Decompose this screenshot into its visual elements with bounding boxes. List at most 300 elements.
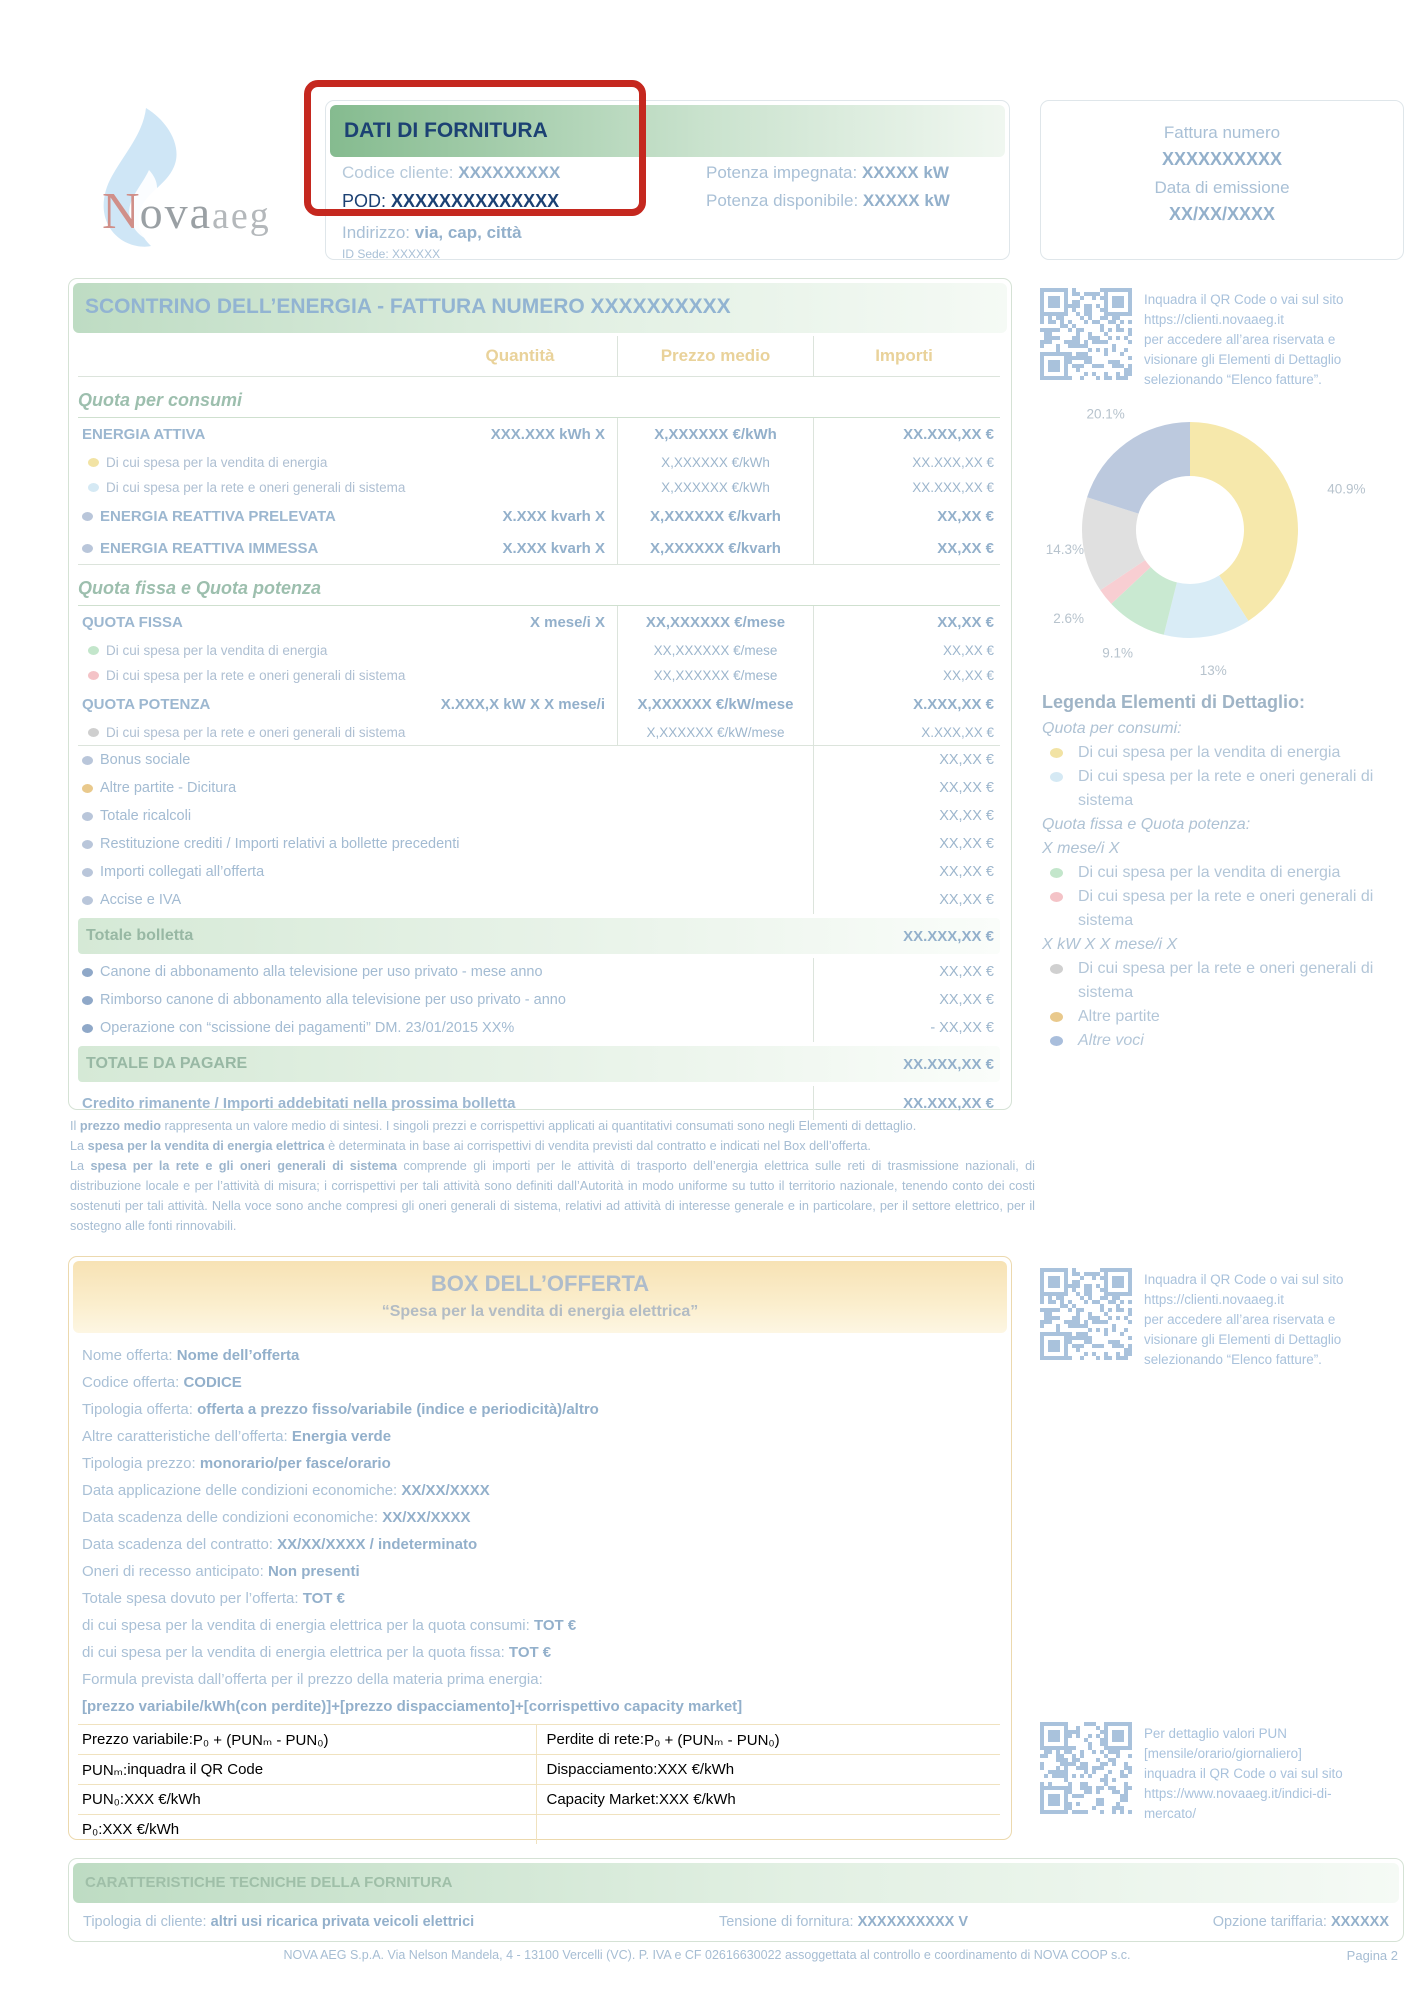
legend-entry [1042,885,1404,933]
qr-note-line: inquadra il QR Code o vai sul sito [1144,1766,1343,1782]
row-label [78,958,813,986]
qr-note-line: per accedere all’area riservata e [1144,332,1336,348]
row-label-text: QUOTA POTENZA [82,695,211,713]
potenza-impegnata-label: Potenza impegnata: [706,163,858,182]
offer-line-value: monorario/per fasce/orario [199,1455,391,1472]
id-sede-label: ID Sede: [342,247,389,261]
row-label-text: Altre partite - Dicitura [100,780,237,796]
table-row [78,802,1000,830]
row-amount: XX.XXX,XX € [813,450,1000,475]
offer-line [82,1450,996,1477]
row-label-text: Operazione con “scissione dei pagamenti” DM. 23/01/2015 XX% [100,1020,515,1036]
qr-note-line: Per dettaglio valori PUN [1144,1726,1287,1741]
potenza-disponibile-field [706,191,950,211]
table-row [78,663,1000,688]
legend-dot-icon [1050,748,1063,758]
row-amount: X.XXX,XX € [813,720,1000,745]
total-label: Totale bolletta [86,927,194,944]
row-amount: XX,XX € [813,746,1000,774]
row-amount: XX,XX € [813,986,1000,1014]
formula-row [78,1784,1000,1814]
offer-details-list [82,1342,996,1720]
scontrino-title: SCONTRINO DELL’ENERGIA - FATTURA NUMERO XXXXXXXXXX [85,295,731,318]
row-quantity [435,720,617,745]
offer-line-value: offerta a prezzo fisso/variabile (indice e periodicità)/altro [197,1401,599,1418]
legend-entry [1042,1029,1404,1053]
offer-line-label: Codice offerta: [82,1374,184,1391]
bullet-icon [88,728,99,737]
formula-cell [78,1815,536,1844]
legend-dot-icon [1050,772,1063,782]
row-price: XX,XXXXXX €/mese [617,638,813,663]
table-row [78,688,1000,720]
offer-line-value: XX/XX/XXXX / indeterminato [277,1536,478,1553]
table-row [78,500,1000,532]
row-price: X,XXXXXX €/kWh [617,418,813,450]
row-label-text: Accise e IVA [100,892,182,908]
data-emissione-value: XX/XX/XXXX [1168,204,1276,224]
qr-code-icon [1040,288,1132,380]
codice-cliente-label: Codice cliente: [342,163,454,182]
bullet-icon [82,968,93,977]
row-price: X,XXXXXX €/kvarh [617,500,813,532]
offer-line-value: Nome dell’offerta [176,1347,300,1364]
table-row [78,418,1000,450]
offer-line-label: Tipologia prezzo: [82,1455,200,1472]
row-quantity: X.XXX kvarh X [502,539,605,557]
bullet-icon [88,646,99,655]
table-row [78,475,1000,500]
formula-cell [536,1785,1001,1814]
formula-row [78,1754,1000,1784]
offer-line [82,1423,996,1450]
row-label [78,606,435,638]
logo-wordmark [102,182,271,241]
potenza-impegnata-field [706,163,949,183]
formula-value: XXX €/kWh [102,1821,180,1838]
qr-note-bottom [1144,1722,1343,1825]
row-amount: XX.XXX,XX € [813,1086,1000,1120]
field-label: Opzione tariffaria: [1212,1914,1331,1930]
offer-line [82,1342,996,1369]
codice-cliente-value: XXXXXXXXX [458,163,561,182]
logo-letter-n: N [102,183,140,240]
row-price: X,XXXXXX €/kWh [617,450,813,475]
table-row [78,958,1000,986]
row-quantity [435,475,617,500]
row-label-text: Bonus sociale [100,752,191,768]
indirizzo-value: via, cap, città [414,223,522,242]
legend-entry [1042,957,1404,1005]
id-sede-value: XXXXXX [392,247,441,261]
table-row [78,774,1000,802]
qr-note-line: selezionando “Elenco fatture”. [1144,1352,1322,1368]
column-header-quantita: Quantità [485,346,555,365]
row-quantity: X mese/i X [529,613,605,631]
row-label [78,450,435,475]
row-price: XX,XXXXXX €/mese [617,663,813,688]
row-label [78,500,435,532]
offer-line-value: XX/XX/XXXX [401,1482,490,1499]
legend-dot-icon [1050,892,1063,902]
page-number: Pagina 2 [1346,1948,1398,1963]
table-row [78,606,1000,638]
field-value: XXXXXXXXXX V [857,1914,968,1930]
offer-line-value: TOT € [508,1644,552,1661]
column-header-spacer [78,336,435,376]
formula-value: XXX €/kWh [657,1761,735,1778]
scontrino-header [73,283,1007,333]
legend-dot-icon [1050,1036,1063,1046]
row-label [78,1014,813,1042]
qr-note-line: https://www.novaaeg.it/indici-di- [1144,1786,1332,1802]
footnote-paragraph: Il prezzo medio rappresenta un valore medio di sintesi. I singoli prezzi e corrispettivi applicati ai quantitativi consumati sono negli Elementi di dettaglio. [70,1119,917,1133]
offer-line-label: Tipologia offerta: [82,1401,198,1418]
legend-entry-text: Altre partite [1078,1008,1160,1025]
formula-label: PUN₀: [82,1791,125,1808]
bullet-icon [88,458,99,467]
row-label [78,774,813,802]
qr-note-line: [mensile/orario/giornaliero] [1144,1746,1302,1762]
field-value: XXXXXX [1330,1914,1389,1930]
scontrino-column-headers [78,336,1000,377]
row-quantity [435,450,617,475]
row-label-text: Di cui spesa per la vendita di energia [106,643,328,658]
row-label [78,663,435,688]
offer-line [82,1477,996,1504]
donut-label: 13% [1199,663,1227,679]
bullet-icon [88,483,99,492]
offer-line-label: di cui spesa per la vendita di energia elettrica per la quota consumi: [82,1617,534,1634]
qr-note-line: Inquadra il QR Code o vai sul sito [1144,292,1344,307]
total-row [78,918,1000,954]
logo-text-ova: ova [139,187,212,238]
row-quantity: X.XXX kvarh X [502,507,605,525]
row-label-text: Totale ricalcoli [100,808,192,824]
indirizzo-label: Indirizzo: [342,223,411,242]
bullet-icon [82,784,93,793]
offer-line-value: TOT € [302,1590,345,1607]
offer-formula-table [78,1724,1000,1844]
legend-dot-icon [1050,868,1063,878]
row-label [78,858,813,886]
donut-label: 2.6% [1053,611,1084,627]
formula-cell [78,1725,536,1754]
table-row [78,532,1000,565]
offer-line [82,1369,996,1396]
row-label-text: Restituzione crediti / Importi relativi a bollette precedenti [100,836,460,852]
legend-list [1042,717,1404,1053]
row-amount: XX,XX € [813,774,1000,802]
bullet-icon [82,840,93,849]
formula-label: Perdite di rete: [546,1731,645,1748]
caratteristiche-fields [83,1907,1389,1937]
row-label [78,475,435,500]
row-amount: XX,XX € [813,802,1000,830]
row-label [78,720,435,745]
pod-value: XXXXXXXXXXXXXX [391,191,560,211]
formula-cell [536,1815,1001,1844]
qr-note-top [1144,288,1343,391]
formula-cell [78,1785,536,1814]
row-price: XX,XXXXXX €/mese [617,606,813,638]
formula-label: PUNₘ: [82,1761,128,1779]
row-label [78,886,813,914]
qr-block-middle [1040,1268,1406,1371]
offer-line-label: Formula prevista dall’offerta per il prezzo della materia prima energia: [82,1671,543,1688]
row-amount: XX,XX € [813,858,1000,886]
total-label: TOTALE DA PAGARE [86,1055,248,1072]
formula-value: XXX €/kWh [124,1791,201,1808]
offer-line [82,1693,996,1720]
row-label-text: Di cui spesa per la vendita di energia [106,455,328,470]
offer-line-value: Non presenti [267,1563,360,1580]
row-amount: X.XXX,XX € [813,688,1000,720]
row-label [78,688,435,720]
caratteristiche-field [83,1907,474,1937]
table-row [78,746,1000,774]
offer-line [82,1504,996,1531]
offer-line [82,1585,996,1612]
offer-line-label: di cui spesa per la vendita di energia elettrica per la quota fissa: [82,1644,509,1661]
logo-text-aeg: aeg [211,195,271,237]
pod-label: POD: [342,191,387,211]
row-amount: XX.XXX,XX € [813,418,1000,450]
offer-line-value: XX/XX/XXXX [382,1509,471,1526]
row-label [78,418,435,450]
legend-entry-text: Quota fissa e Quota potenza: [1042,816,1251,833]
company-logo [86,104,336,249]
table-row [78,450,1000,475]
formula-row [78,1814,1000,1844]
scontrino-table [78,336,1000,1120]
offer-line-label: Data scadenza delle condizioni economiche: [82,1509,383,1526]
indirizzo-field [342,223,522,243]
legend-group-label [1042,837,1404,861]
offer-title: BOX DELL’OFFERTA [430,1271,650,1296]
fattura-box [1040,100,1404,260]
table-row [78,986,1000,1014]
potenza-disponibile-label: Potenza disponibile: [706,191,859,210]
legend-heading: Legenda Elementi di Dettaglio: [1042,692,1306,712]
donut-label: 40.9% [1327,481,1366,497]
table-row [78,886,1000,914]
legend-entry [1042,1005,1404,1029]
id-sede-field [342,247,440,261]
bullet-icon [88,671,99,680]
table-row [78,1086,1000,1120]
offer-line [82,1612,996,1639]
legend-dot-icon [1050,1012,1063,1022]
formula-value: P₀ + (PUNₘ - PUN₀) [192,1731,329,1749]
legend-group-label [1042,813,1404,837]
row-amount: XX,XX € [813,663,1000,688]
row-amount: XX,XX € [813,532,1000,564]
pod-highlight-box [304,80,646,216]
row-label-text: ENERGIA REATTIVA PRELEVATA [100,507,336,525]
legend-entry-text: X kW X X mese/i X [1042,936,1178,953]
row-label-text: Di cui spesa per la rete e oneri generali di sistema [106,668,406,683]
legend-entry [1042,741,1404,765]
legend-entry-text: Di cui spesa per la rete e oneri generali di sistema [1078,960,1374,1001]
qr-note-line: visionare gli Elementi di Dettaglio [1144,1332,1342,1348]
legend-entry-text: Di cui spesa per la rete e oneri generali di sistema [1078,768,1374,809]
bullet-icon [82,544,93,553]
formula-cell [536,1725,1001,1754]
row-quantity: X.XXX,X kW X X mese/i [440,695,605,713]
section-title-row [78,377,1000,418]
row-label [78,1086,813,1120]
prezzo-medio-footnote [70,1116,1035,1236]
row-label-text: ENERGIA ATTIVA [82,425,206,443]
qr-note-middle [1144,1268,1343,1371]
bullet-icon [82,996,93,1005]
offer-line-label: Altre caratteristiche dell’offerta: [82,1428,292,1445]
offer-line-label: Nome offerta: [82,1347,177,1364]
formula-value: XXX €/kWh [659,1791,736,1808]
row-quantity [435,663,617,688]
section-title: Quota fissa e Quota potenza [78,578,322,598]
legend-entry-text: Di cui spesa per la vendita di energia [1078,744,1341,761]
legend-group-label [1042,717,1404,741]
offer-line-value: CODICE [183,1374,242,1391]
row-label [78,746,813,774]
qr-note-line: https://clienti.novaaeg.it [1144,312,1284,328]
qr-note-line: Inquadra il QR Code o vai sul sito [1144,1272,1344,1287]
spese-donut-chart [1040,390,1406,686]
total-amount: XX.XXX,XX € [903,927,994,945]
offer-line-label: Totale spesa dovuto per l’offerta: [82,1590,303,1607]
table-row [78,720,1000,746]
formula-value: inquadra il QR Code [127,1761,264,1778]
offer-line-label: Data applicazione delle condizioni economiche: [82,1482,402,1499]
offer-line-value: TOT € [533,1617,577,1634]
potenza-impegnata-value: XXXXX kW [861,163,949,182]
caratteristiche-box [68,1858,1404,1942]
row-label [78,830,813,858]
potenza-disponibile-value: XXXXX kW [862,191,950,210]
bullet-icon [82,512,93,521]
offer-line-label: Data scadenza del contratto: [82,1536,278,1553]
fattura-numero-value: XXXXXXXXXX [1161,149,1283,169]
dati-di-fornitura-title: DATI DI FORNITURA [344,119,548,142]
bullet-icon [82,868,93,877]
caratteristiche-title: CARATTERISTICHE TECNICHE DELLA FORNITURA [85,1874,453,1891]
formula-label: Dispacciamento: [546,1761,658,1778]
bullet-icon [82,812,93,821]
row-amount: XX,XX € [813,958,1000,986]
row-label [78,532,435,564]
row-price: X,XXXXXX €/kWh [617,475,813,500]
row-label-text: Canone di abbonamento alla televisione per uso privato - mese anno [100,964,543,980]
qr-note-line: https://clienti.novaaeg.it [1144,1292,1284,1308]
formula-label: P₀: [82,1821,103,1838]
section-title-row [78,565,1000,606]
column-header-importi: Importi [813,336,1000,376]
qr-note-line: selezionando “Elenco fatture”. [1144,372,1322,388]
formula-cell [78,1755,536,1784]
row-label-text: ENERGIA REATTIVA IMMESSA [100,539,319,557]
table-row [78,1014,1000,1042]
data-emissione-label: Data di emissione [1154,178,1290,197]
row-amount: XX,XX € [813,606,1000,638]
offer-header [73,1261,1007,1333]
table-row [78,638,1000,663]
column-header-prezzo-medio: Prezzo medio [617,336,813,376]
row-label-text: Importi collegati all’offerta [100,864,265,880]
legend-entry [1042,861,1404,885]
donut-slice [1087,422,1190,514]
footnote-paragraph: La spesa per la rete e gli oneri generali di sistema comprende gli importi per le attività di trasporto dell’energia elettrica sulle reti di trasmissione nazionali, di distribuzione locale e per l’attività di misura; i corrispettivi per tali attività sono definiti dall’Autorità in modo uniforme su tutto il territorio nazionale, tenendo conto dei costi sostenuti per tali attività. Nella voce sono anche compresi gli oneri generali di sistema, relativi ad attività di interesse generale e in particolare, per il settore elettrico, per il sostegno alle fonti rinnovabili. [70,1159,1035,1234]
qr-block-bottom [1040,1722,1406,1825]
row-label-text: Credito rimanente / Importi addebitati nella prossima bolletta [82,1094,516,1112]
row-amount: XX,XX € [813,886,1000,914]
table-row [78,830,1000,858]
donut-label: 20.1% [1086,406,1125,422]
caratteristiche-header [73,1863,1399,1903]
donut-label: 14.3% [1045,542,1084,558]
qr-block-top [1040,288,1406,391]
legend-entry-text: Quota per consumi: [1042,720,1182,737]
row-price: X,XXXXXX €/kvarh [617,532,813,564]
offer-subtitle: “Spesa per la vendita di energia elettrica” [381,1303,699,1320]
total-amount: XX.XXX,XX € [903,1055,994,1073]
caratteristiche-field [719,1907,968,1937]
legend-group-label [1042,933,1404,957]
total-row [78,1046,1000,1082]
legend-panel [1042,692,1404,1053]
formula-cell [536,1755,1001,1784]
offer-line [82,1396,996,1423]
bullet-icon [82,1024,93,1033]
legend-dot-icon [1050,964,1063,974]
bullet-icon [82,896,93,905]
footnote-paragraph: La spesa per la vendita di energia elettrica è determinata in base ai corrispettivi di vendita previsti dal contratto e indicati nel Box dell’offerta. [70,1139,871,1154]
row-amount: XX,XX € [813,500,1000,532]
row-label [78,638,435,663]
qr-note-line: mercato/ [1144,1806,1197,1822]
offer-line-label: Oneri di recesso anticipato: [82,1563,268,1580]
row-amount: XX,XX € [813,638,1000,663]
row-label-text: Di cui spesa per la rete e oneri generali di sistema [106,480,406,495]
row-quantity [435,638,617,663]
qr-code-icon [1040,1268,1132,1360]
qr-code-icon [1040,1722,1132,1814]
qr-note-line: visionare gli Elementi di Dettaglio [1144,352,1342,368]
row-label-text: Di cui spesa per la rete e oneri generali di sistema [106,725,406,740]
legend-entry-text: Altre voci [1078,1032,1144,1049]
legend-entry-text: X mese/i X [1042,840,1120,857]
field-value: altri usi ricarica privata veicoli elettrici [210,1914,475,1930]
fattura-numero-label: Fattura numero [1163,123,1281,142]
row-quantity: XXX.XXX kWh X [490,425,605,443]
page-footer [0,1948,1414,1962]
caratteristiche-field [1213,1907,1389,1937]
offer-line [82,1639,996,1666]
legend-entry-text: Di cui spesa per la rete e oneri generali di sistema [1078,888,1374,929]
field-label: Tipologia di cliente: [83,1914,211,1930]
formula-value: P₀ + (PUNₘ - PUN₀) [644,1731,780,1749]
row-label-text: QUOTA FISSA [82,613,183,631]
offer-line [82,1558,996,1585]
section-title: Quota per consumi [78,390,243,410]
row-label-text: Rimborso canone di abbonamento alla televisione per uso privato - anno [100,992,566,1008]
row-price: X,XXXXXX €/kW/mese [617,688,813,720]
formula-label: Prezzo variabile: [82,1731,193,1748]
donut-label: 9.1% [1102,645,1133,661]
row-label [78,802,813,830]
footer-company-line: NOVA AEG S.p.A. Via Nelson Mandela, 4 - 13100 Vercelli (VC). P. IVA e CF 02616630022 assoggettata al controllo e coordinamento di NOVA COOP s.c. [283,1948,1131,1962]
